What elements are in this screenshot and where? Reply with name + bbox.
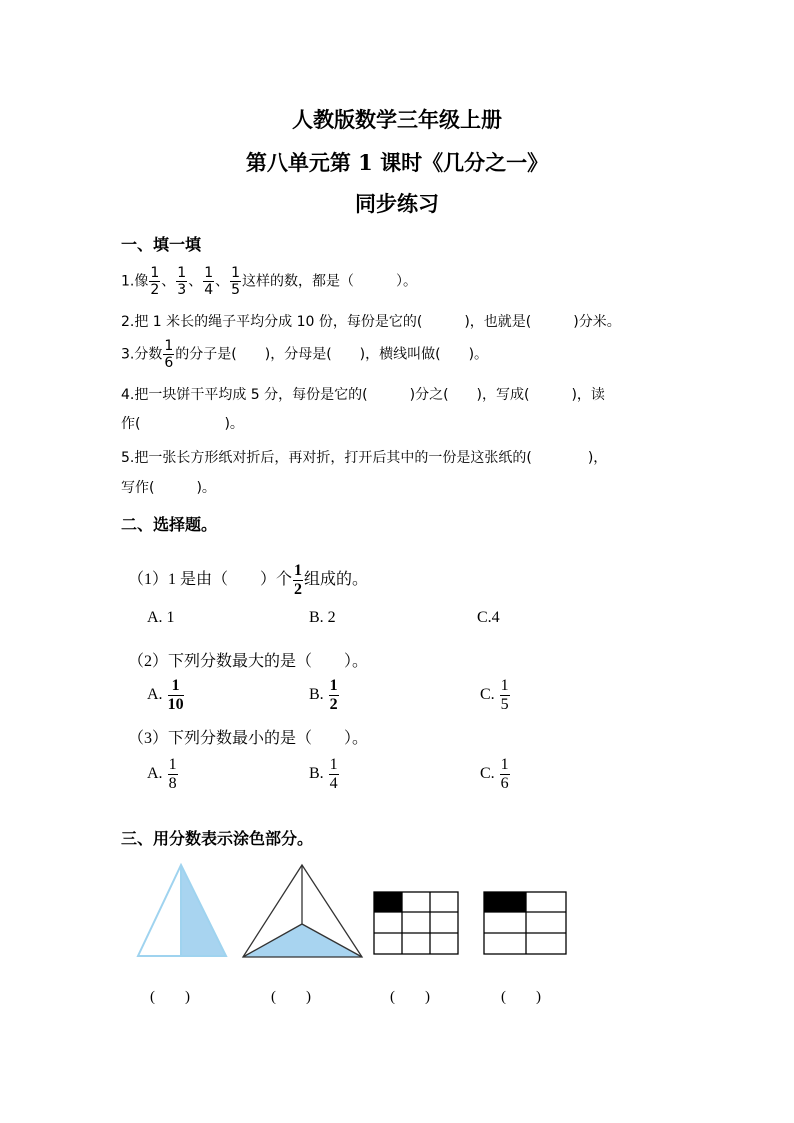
question-2-1: （1）1 是由（ ）个 $\frac{1}{2}$ 组成的。 (128, 562, 369, 598)
question-2-2: （2）下列分数最大的是（ ）。 (128, 653, 369, 670)
question-1-5-line2: 写作( )。 (121, 480, 216, 496)
fraction-1-8: $\frac{1}{8}$ (168, 756, 177, 792)
option-2-1-b[interactable]: B. 2 (309, 609, 336, 626)
option-2-3-c[interactable]: C. $\frac{1}{6}$ (480, 756, 509, 792)
answer-blank-4[interactable]: ( ) (501, 989, 541, 1005)
figure-triangle-thirds (240, 862, 365, 960)
fraction-1-2-option: $\frac{1}{2}$ (329, 677, 338, 713)
shaded-cell (374, 892, 402, 912)
exercise-title: 同步练习 (355, 191, 439, 216)
fraction-1-2: $\frac{1}{2}$ (150, 265, 160, 298)
section-2-heading: 二、选择题。 (121, 515, 218, 534)
option-2-1-a[interactable]: A. 1 (147, 609, 175, 626)
question-1-3: 3.分数 $\frac{1}{6}$ 的分子是( )，分母是( )，横线叫做( )。 (121, 338, 489, 371)
option-2-3-a[interactable]: A. $\frac{1}{8}$ (147, 756, 177, 792)
answer-blank-3[interactable]: ( ) (390, 989, 430, 1005)
question-1-4-line1: 4.把一块饼干平均成 5 分，每份是它的( )分之( )，写成( )，读 (121, 387, 605, 403)
section-3-heading: 三、用分数表示涂色部分。 (121, 829, 314, 848)
fraction-1-6-option: $\frac{1}{6}$ (500, 756, 509, 792)
question-1-5-line1: 5.把一张长方形纸对折后，再对折，打开后其中的一份是这张纸的( )， (121, 450, 608, 466)
fraction-1-2-bold: $\frac{1}{2}$ (294, 562, 303, 598)
page-title: 人教版数学三年级上册 (292, 107, 502, 132)
option-2-2-b[interactable]: B. $\frac{1}{2}$ (309, 677, 338, 713)
fraction-1-6: $\frac{1}{6}$ (164, 338, 174, 371)
shaded-cell (484, 892, 526, 912)
figure-triangle-half (136, 862, 228, 958)
fraction-1-10: $\frac{1}{10}$ (167, 677, 184, 713)
fraction-1-3: $\frac{1}{3}$ (177, 265, 187, 298)
question-1-1: 1.像 $\frac{1}{2}$ 、 $\frac{1}{3}$ 、 $\frac{1}{4}$ 、 $\frac{1}{5}$ 这样的数，都是（ ）。 (121, 265, 418, 298)
fraction-1-5-option: $\frac{1}{5}$ (500, 677, 509, 713)
option-2-1-c[interactable]: C.4 (477, 609, 500, 626)
fraction-1-4: $\frac{1}{4}$ (204, 265, 214, 298)
question-1-2: 2.把 1 米长的绳子平均分成 10 份，每份是它的( )，也就是( )分米。 (121, 314, 621, 330)
fraction-1-5: $\frac{1}{5}$ (231, 265, 241, 298)
answer-blank-1[interactable]: ( ) (150, 989, 190, 1005)
option-2-2-a[interactable]: A. $\frac{1}{10}$ (147, 677, 184, 713)
figure-grid-nine (372, 890, 460, 956)
question-1-4-line2: 作( )。 (121, 416, 244, 432)
option-2-3-b[interactable]: B. $\frac{1}{4}$ (309, 756, 338, 792)
section-1-heading: 一、填一填 (121, 235, 202, 254)
answer-blank-2[interactable]: ( ) (271, 989, 311, 1005)
fraction-1-4-option: $\frac{1}{4}$ (329, 756, 338, 792)
option-2-2-c[interactable]: C. $\frac{1}{5}$ (480, 677, 509, 713)
figure-grid-six (482, 890, 568, 956)
question-2-3: （3）下列分数最小的是（ ）。 (128, 730, 369, 747)
lesson-title: 第八单元第 1 课时《几分之一》 (245, 150, 549, 175)
